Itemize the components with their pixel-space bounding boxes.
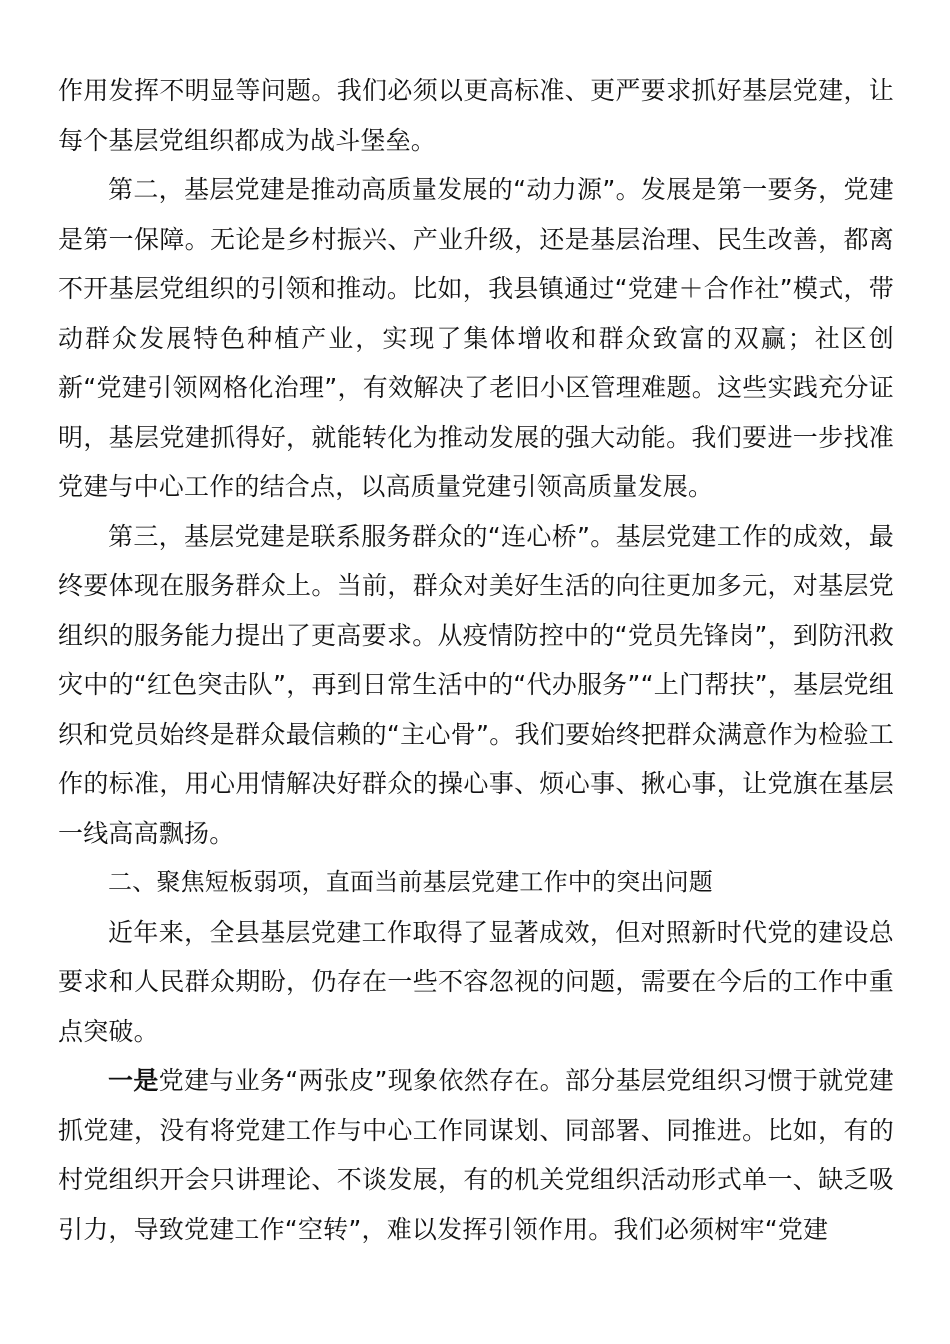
paragraph-third-point: 第三，基层党建是联系服务群众的“连心桥”。基层党建工作的成效，最终要体现在服务群众上。当前，群众对美好生活的向往更加多元，对基层党组织的服务能力提出了更高要求。从疫情防控中的“党员先锋岗”，到防汛救灾中的“红色突击队”，再到日常生活中的“代办服务”“上门帮扶”，基层党组织和党员始终是群众最信赖的“主心骨”。我们要始终把群众满意作为检验工作的标准，用心用情解决好群众的操心事、烦心事、揪心事，让党旗在基层一线高高飘扬。 bbox=[58, 521, 894, 848]
point-one-text: 党建与业务“两张皮”现象依然存在。部分基层党组织习惯于就党建抓党建，没有将党建工作与中心工作同谋划、同部署、同推进。比如，有的村党组织开会只讲理论、不谈发展，有的机关党组织活动形式单一、缺乏吸引力，导致党建工作“空转”，难以发挥引领作用。我们必须树牢“党建 bbox=[58, 1066, 894, 1244]
paragraph-continued: 作用发挥不明显等问题。我们必须以更高标准、更严要求抓好基层党建，让每个基层党组织都成为战斗堡垒。 bbox=[58, 76, 894, 155]
paragraph-intro: 近年来，全县基层党建工作取得了显著成效，但对照新时代党的建设总要求和人民群众期盼，仍存在一些不容忽视的问题，需要在今后的工作中重点突破。 bbox=[58, 917, 894, 1046]
paragraph-point-one bbox=[58, 1056, 894, 1254]
point-one-lead: 一是 bbox=[108, 1066, 159, 1095]
paragraph-second-point: 第二，基层党建是推动高质量发展的“动力源”。发展是第一要务，党建是第一保障。无论是乡村振兴、产业升级，还是基层治理、民生改善，都离不开基层党组织的引领和推动。比如，我县镇通过“党建＋合作社”模式，带动群众发展特色种植产业，实现了集体增收和群众致富的双赢；社区创新“党建引领网格化治理”，有效解决了老旧小区管理难题。这些实践充分证明，基层党建抓得好，就能转化为推动发展的强大动能。我们要进一步找准党建与中心工作的结合点，以高质量党建引领高质量发展。 bbox=[58, 175, 894, 501]
section-heading: 二、聚焦短板弱项，直面当前基层党建工作中的突出问题 bbox=[108, 868, 713, 896]
document-page bbox=[58, 66, 894, 1254]
